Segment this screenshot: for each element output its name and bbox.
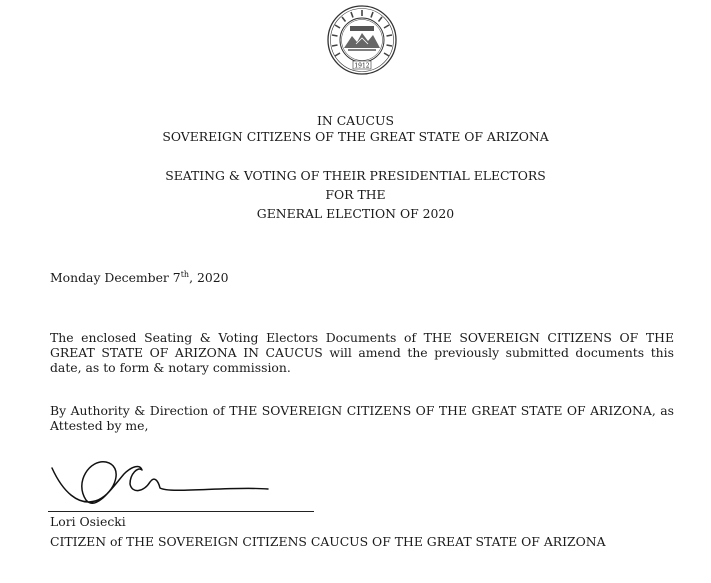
header-line-5: GENERAL ELECTION OF 2020 [256,206,455,221]
date-year: , 2020 [189,270,229,285]
signer-name: Lori Osiecki [50,514,126,529]
seal-year: 1912 [354,62,370,70]
amendment-paragraph: The enclosed Seating & Voting Electors Documents of THE SOVEREIGN CITIZENS OF THE GREAT STATE OF ARIZONA IN CAUCUS will amend the previously submitted documents this date, as to form & notary commission. [50,330,674,375]
header-line-4: FOR THE [325,187,386,202]
attestation-paragraph: By Authority & Direction of THE SOVEREIGN CITIZENS OF THE GREAT STATE OF ARIZONA, as Attested by me, [50,403,674,433]
date-prefix: Monday December 7 [50,270,181,285]
date-ordinal: th [180,269,190,279]
signer-title: CITIZEN of THE SOVEREIGN CITIZENS CAUCUS OF THE GREAT STATE OF ARIZONA [50,534,606,549]
header-line-2: SOVEREIGN CITIZENS OF THE GREAT STATE OF ARIZONA [162,129,549,144]
document-date [50,270,228,286]
header-line-3: SEATING & VOTING OF THEIR PRESIDENTIAL ELECTORS [165,168,546,183]
state-seal-icon [326,4,398,76]
handwritten-signature [50,456,290,512]
signature-line [48,511,314,512]
header-line-1: IN CAUCUS [317,113,394,128]
